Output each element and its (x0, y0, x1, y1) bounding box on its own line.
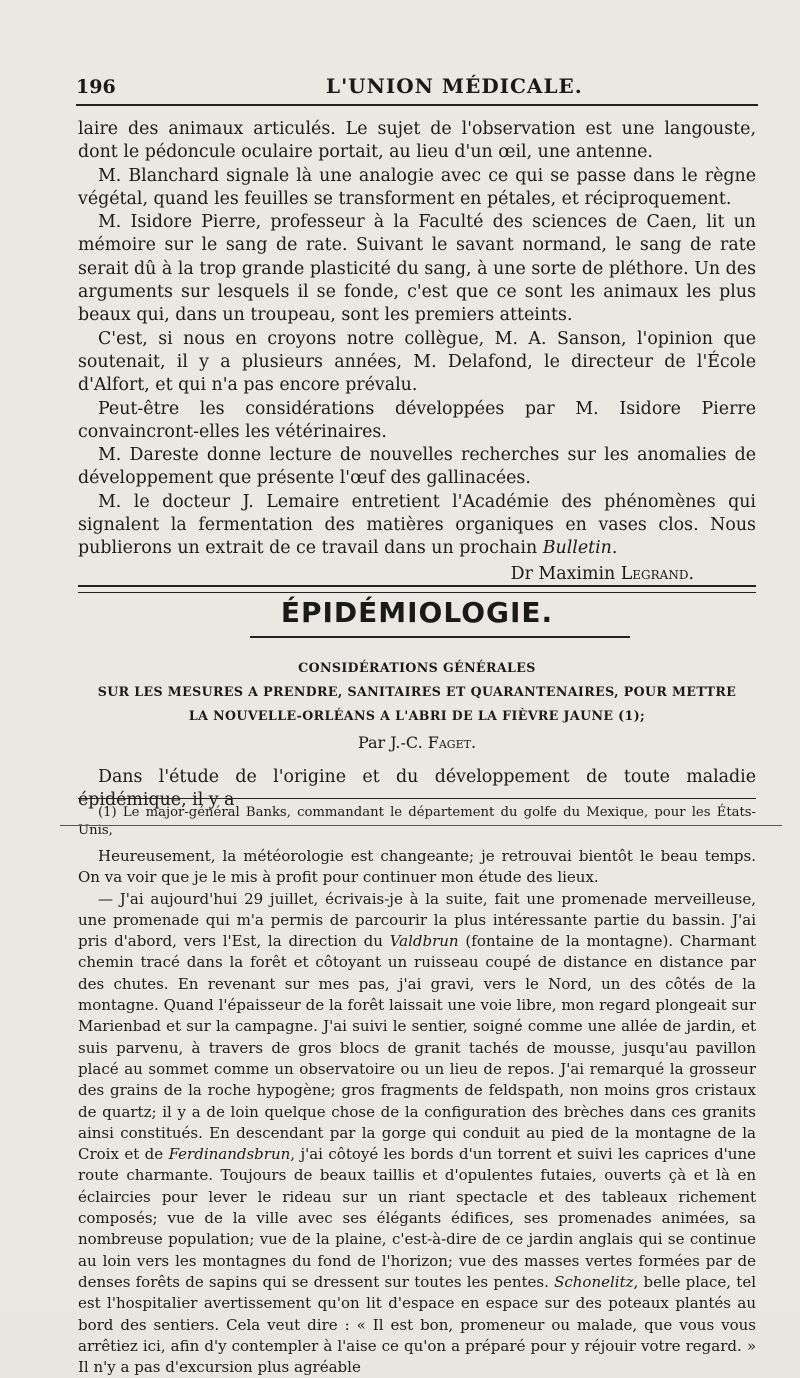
paragraph: laire des animaux articulés. Le sujet de l'observation est une langouste, dont le pédoncule oculaire portait, au lieu d'un œil, une antenne. (78, 119, 756, 163)
subtitle-line-2: SUR LES MESURES A PRENDRE, SANITAIRES ET QUARANTENAIRES, POUR METTRE (97, 684, 737, 699)
paragraph: Peut-être les considérations développées par M. Isidore Pierre convaincront-elles les vétérinaires. (78, 398, 756, 442)
signature-prefix: Dr Maximin (510, 563, 621, 584)
header-rule (76, 104, 758, 106)
text-run: , belle place, tel est l'hospitalier avertissement qu'on lit d'espace en espace sur des poteaux plantés au bord des sentiers. Cela veut dire : « Il est bon, promeneur ou malade, que vous vous arrêtiez ici, afin d'y contempler à l'aise ce qu'on a préparé pour y réjouir votre regard. » Il n'y a pas d'excursion plus agréable (78, 1272, 756, 1377)
text-run: — J'ai aujourd'hui 29 juillet, écrivais-je à la suite, fait une promenade merveilleuse, une promenade qui m'a permis de parcourir la plus intéressante partie du bassin. J'ai pris d'abord, vers l'Est, la direction du (78, 889, 756, 951)
text-run: M. le docteur J. Lemaire entretient l'Académie des phénomènes qui signalent la fermentation des matières organiques en vases clos. Nous publierons un extrait de ce travail dans un prochain (78, 491, 756, 559)
paragraph: M. Blanchard signale là une analogie avec ce qui se passe dans le règne végétal, quand les feuilles se transforment en pétales, et réciproquement. (78, 165, 756, 209)
paragraph: C'est, si nous en croyons notre collègue, M. A. Sanson, l'opinion que soutenait, il y a plusieurs années, M. Delafond, le directeur de l'École d'Alfort, et qui n'a pas encore prévalu. (78, 328, 756, 396)
text-run: , j'ai côtoyé les bords d'un torrent et suivi les caprices d'une route charmante. Toujours de beaux taillis et d'opulentes futaies, ouverts çà et là en éclaircies pour lever le rideau sur un riant spectacle et des tableaux richement composés; vue de la ville avec ses élégants édifices, ses promenades animées, sa nombreuse population; vue de la plaine, c'est-à-dire de ce jardin anglais qui se continue au loin vers les montagnes du fond de l'horizon; vue des masses vertes formées par de denses forêts de sapins qui se dressent sur toutes les pentes. (78, 1145, 757, 1291)
paragraph: M. Dareste donne lecture de nouvelles recherches sur les anomalies de développement que présente l'œuf des gallinacées. (78, 445, 756, 489)
text-run: . (611, 538, 618, 559)
subtitle-text: LA NOUVELLE-ORLÉANS A L'ABRI DE LA FIÈVRE JAUNE (188, 708, 614, 723)
place-name: Schonelitz (554, 1272, 634, 1291)
footnote: (1) Le major-général Banks, commandant le département du golfe du Mexique, pour les États-Unis, (78, 805, 756, 838)
section-divider (78, 585, 756, 593)
paragraph-lemaire (78, 491, 756, 561)
signature-name: Legrand. (620, 563, 694, 584)
footnote-ref: (1); (618, 708, 646, 723)
page-header (76, 74, 758, 104)
place-name: Valdbrun (389, 932, 459, 951)
page-number: 196 (76, 76, 116, 98)
signature (78, 563, 756, 586)
intro-paragraph: Dans l'étude de l'origine et du développement de toute maladie épidémique, il y a (78, 767, 756, 811)
bulletin-title: Bulletin (542, 538, 612, 559)
running-title: L'UNION MÉDICALE. (326, 74, 583, 98)
footnote-rule (78, 798, 756, 799)
title-rule (250, 636, 630, 638)
subtitle-line-1: CONSIDÉRATIONS GÉNÉRALES (298, 660, 536, 675)
author-line (78, 733, 756, 752)
paragraph: Heureusement, la météorologie est changeante; je retrouvai bientôt le beau temps. On va voir que je le mis à profit pour continuer mon étude des lieux. (78, 847, 756, 887)
paragraph-walk (78, 889, 756, 1378)
paragraph: M. Isidore Pierre, professeur à la Faculté des sciences de Caen, lit un mémoire sur le sang de rate. Suivant le savant normand, le sang de rate serait dû à la trop grande plasticité du sang, à une sorte de pléthore. Un des arguments sur lesquels il se fonde, c'est que ce sont les animaux les plus beaux qui, dans un troupeau, sont les premiers atteints. (78, 212, 756, 326)
author-name: Faget. (427, 733, 477, 752)
place-name: Ferdinandsbrun (168, 1145, 291, 1164)
section-title: ÉPIDÉMIOLOGIE. (280, 596, 554, 629)
author-prefix: Par J.-C. (357, 733, 428, 752)
academy-report (78, 118, 756, 586)
text-run: (fontaine de la montagne). Charmant chemin tracé dans la forêt et côtoyant un ruisseau coupé de distance en distance par des chutes. En revenant sur mes pas, j'ai gravi, vers le Nord, un des côtés de la montagne. Quand l'épaisseur de la forêt laissait une voie libre, mon regard plongeait sur Marienbad et sur la campagne. J'ai suivi le sentier, soigné comme une allée de jardin, et suis parvenu, à travers de gros blocs de granit tachés de mousse, jusqu'au pavillon placé au sommet comme un observatoire ou un lieu de repos. J'ai remarqué la grosseur des grains de la roche hypogène; gros fragments de feldspath, non moins gros cristaux de quartz; il y a de loin quelque chose de la configuration des brèches dans ces granits ainsi constitués. En descendant par la gorge qui conduit au pied de la montagne de la Croix et de (78, 932, 757, 1164)
subtitle-line-3 (78, 708, 756, 723)
column-divider (60, 825, 782, 826)
travel-narrative (78, 846, 756, 1378)
